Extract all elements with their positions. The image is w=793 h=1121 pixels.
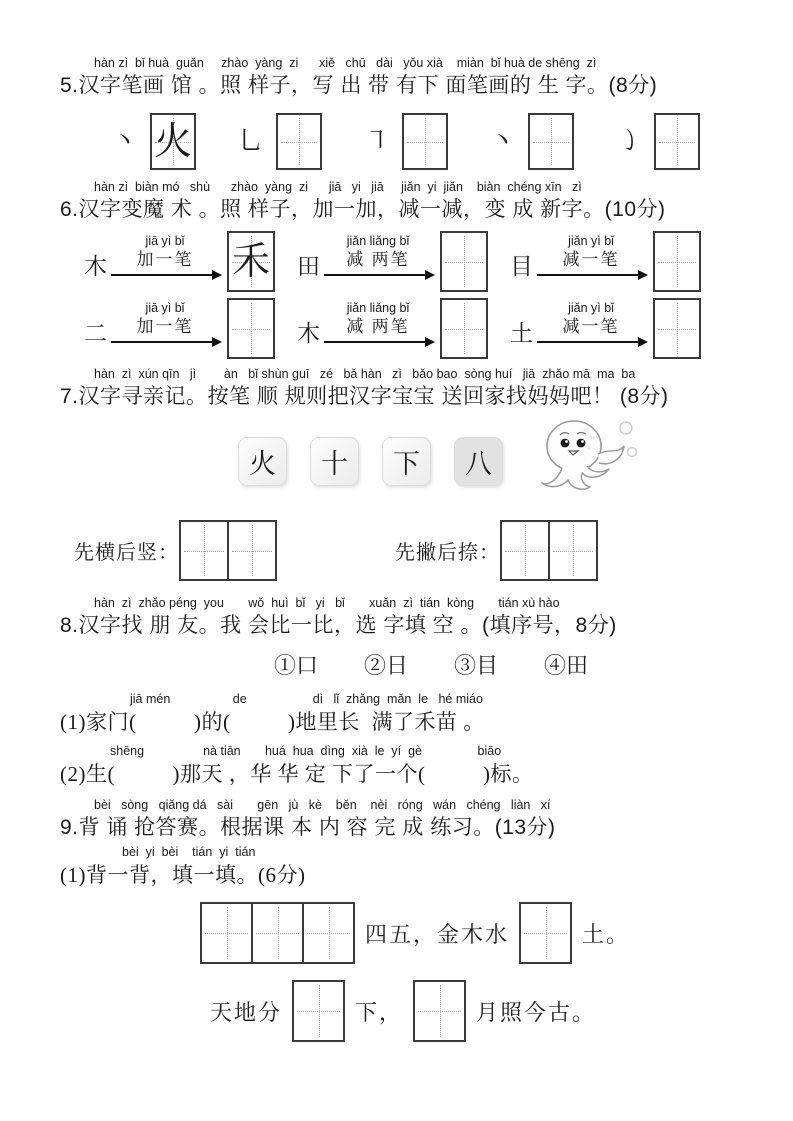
q6-title: 6.汉字变魔 术 。照 样子，加一加，减一减，变 成 新字。(10分) [60,198,666,221]
answer-box[interactable] [276,113,322,170]
q9-fill-row-2 [200,980,763,1042]
arrow-icon [537,274,645,276]
answer-box-pair [179,520,277,581]
q5-title: 5.汉字笔画 馆 。照 样子，写 出 带 有下 面笔画的 生 字。(8分) [60,74,658,97]
q5-stroke-row [112,113,763,170]
q5-pinyin: hàn zì bǐ huà guǎn zhào yàng zi xiě chū dài yǒu xià miàn bǐ huà de shēng zì [94,56,597,70]
stroke-unit-3 [364,113,448,170]
transform-group [84,231,275,292]
q9-item-1 [60,845,763,890]
question-6 [60,180,763,359]
answer-box[interactable] [251,902,304,964]
stroke-dian-icon: 丶 [112,128,138,155]
answer-box[interactable] [654,113,700,170]
q9-fill-row-1 [200,902,763,964]
rule-label: 先撇后捺： [395,542,500,564]
rule-label: 先横后竖： [74,542,179,564]
stroke-unit-5 [616,113,700,170]
q7-character-tiles [238,424,763,498]
answer-box[interactable] [227,298,275,359]
q8-item2-pinyin: shēng nà tiān huá hua dìng xià le yí gè biāo [110,744,502,758]
stroke-unit-2 [238,113,322,170]
op-pinyin: jiǎn yì bǐ [568,234,614,248]
example-char: 禾 [231,240,270,283]
q7-pinyin: hàn zì xún qīn jì àn bǐ shùn guī zé bǎ hàn zì bǎo bao sòng huí jiā zhǎo mā ma ba [94,367,636,381]
answer-box[interactable] [200,902,253,964]
answer-box[interactable] [302,902,355,964]
q6-row-1 [84,231,763,292]
q6-row-2 [84,298,763,359]
answer-box[interactable] [519,902,572,964]
fill1-text: 四五，金木水 [365,921,510,947]
rule-heng-shu [74,520,277,581]
char-tile: 十 [310,437,359,486]
op-pinyin: jiā yì bǐ [145,301,185,315]
answer-box[interactable] [179,520,229,581]
example-char: 火 [154,120,193,163]
stroke-dian-icon: 丶 [490,128,516,155]
answer-box[interactable] [653,298,701,359]
op-label: 减 两笔 [346,250,410,269]
question-9 [60,798,763,1042]
char-tile: 下 [382,437,431,486]
answer-box[interactable] [528,113,574,170]
stroke-unit-1 [112,113,196,170]
op-pinyin: jiǎn yì bǐ [568,301,614,315]
op-label: 加一笔 [136,317,194,336]
question-7 [60,367,763,581]
fill2-end: 月照今古。 [476,999,597,1025]
op-label: 减 两笔 [346,317,410,336]
option-2: ②日 [364,653,409,678]
arrow-icon [324,341,432,343]
answer-box-example [150,113,196,170]
answer-box[interactable] [402,113,448,170]
answer-box-example [227,231,275,292]
transform-group [510,298,701,359]
answer-box[interactable] [548,520,598,581]
q7-answer-rows [74,520,763,581]
option-3: ③目 [454,653,499,678]
stroke-shu-wan-gou-icon: 乚 [238,128,264,155]
q6-pinyin: hàn zì biàn mó shù zhào yàng zi jiā yi jiā jiǎn yi jiǎn biàn chéng xīn zì [94,180,582,194]
base-char: 目 [510,254,533,279]
arrow-icon [111,274,219,276]
q7-title: 7.汉字寻亲记。按笔 顺 规则把汉字宝宝 送回家找妈妈吧！ (8分) [60,385,669,408]
base-char: 田 [297,254,320,279]
question-5 [60,56,763,170]
transform-group [84,298,275,359]
arrow-icon [111,341,219,343]
op-label: 减一笔 [562,317,620,336]
base-char: 二 [84,321,107,346]
char-tile: 火 [238,437,287,486]
op-pinyin: jiǎn liǎng bǐ [346,301,410,315]
q8-pinyin: hàn zì zhǎo péng you wǒ huì bǐ yi bǐ xuǎn zì tián kòng tián xù hào [94,596,560,610]
fill2-start: 天地分 [210,999,283,1025]
fill1-tail: 土。 [582,921,631,947]
q8-title: 8.汉字找 朋 友。我 会比一比，选 字填 空 。(填序号，8分) [60,614,617,637]
answer-box[interactable] [440,298,488,359]
answer-box[interactable] [653,231,701,292]
answer-box-pair [500,520,598,581]
stroke-heng-zhe-icon: ㇕ [364,128,390,155]
question-8 [60,596,763,789]
arrow-icon [537,341,645,343]
transform-group [297,298,488,359]
q8-item-2 [60,744,763,789]
q8-item2-text: (2)生( )那天 ，华 华 定 下了一个( )标。 [60,762,534,786]
op-label: 加一笔 [136,250,194,269]
transform-group [297,231,488,292]
answer-box[interactable] [440,231,488,292]
q9-pinyin: bèi sòng qiǎng dá sài gēn jù kè běn nèi róng wán chéng liàn xí [94,798,551,812]
base-char: 土 [510,321,533,346]
transform-group [510,231,701,292]
answer-box[interactable] [500,520,550,581]
char-tile: 八 [454,437,503,486]
q8-item1-text: (1)家门( )的( )地里长 满了禾苗 。 [60,710,485,734]
octopus-illustration [534,418,638,498]
q8-item1-pinyin: jiā mén de dì lǐ zhǎng mǎn le hé miáo [130,692,483,706]
stroke-wan-gou-icon: ㇁ [616,128,642,155]
q9-item1-text: (1)背一背，填一填。(6分) [60,863,306,887]
stroke-unit-4 [490,113,574,170]
op-pinyin: jiā yì bǐ [145,234,185,248]
q9-title: 9.背 诵 抢答赛。根据课 本 内 容 完 成 练习。(13分) [60,816,556,839]
answer-box[interactable] [292,980,345,1042]
op-pinyin: jiǎn liǎng bǐ [346,234,410,248]
answer-box[interactable] [227,520,277,581]
option-4: ④田 [544,653,589,678]
rule-pie-na [395,520,598,581]
base-char: 木 [84,254,107,279]
op-label: 减一笔 [562,250,620,269]
q8-item-1 [60,692,763,737]
fill2-mid: 下， [355,999,404,1025]
arrow-icon [324,274,432,276]
base-char: 木 [297,321,320,346]
option-1: ①口 [274,653,319,678]
q8-options [274,649,763,680]
answer-box-strip [200,902,355,964]
q9-item1-pinyin: bèi yi bèi tián yi tián [122,845,256,859]
answer-box[interactable] [413,980,466,1042]
